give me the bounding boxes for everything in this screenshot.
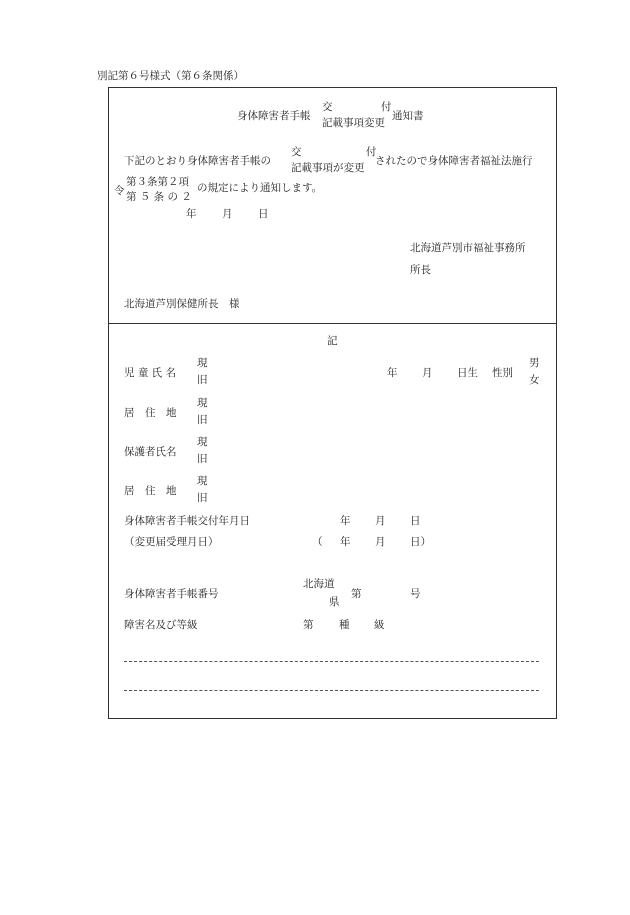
disability-label: 障害名及び等級: [124, 619, 198, 631]
sender-head: 所長: [410, 264, 431, 276]
title-option-bottom: 記載事項変更: [322, 117, 385, 129]
change-month: 月: [375, 536, 386, 548]
notice-line1-prefix: 下記のとおり身体障害者手帳の: [124, 155, 271, 167]
child-name-current-former: [197, 357, 208, 387]
recipient-name: 北海道芦別保健所長 様: [124, 298, 240, 310]
notice-line1-suffix: されたので身体障害者福祉法施行: [375, 155, 533, 167]
title-option-top: 交: [322, 101, 333, 113]
section-divider: [108, 323, 557, 324]
title-option-top-right: 付: [381, 101, 392, 113]
number-dai: 第: [351, 588, 362, 600]
sex-label: 性別: [492, 367, 513, 379]
change-year: 年: [340, 536, 351, 548]
handbook-number-label: 身体障害者手帳番号: [124, 588, 219, 600]
current-marker: 現: [197, 397, 208, 409]
issue-year: 年: [340, 515, 351, 527]
grade-kyu: 級: [374, 619, 385, 631]
guardian-name-label: 保護者氏名: [124, 446, 177, 458]
notice-option-bottom: 記載事項が変更: [291, 162, 365, 174]
prefecture-ken: 県: [329, 596, 340, 608]
change-day: 日）: [410, 536, 431, 548]
former-marker: 旧: [197, 492, 208, 505]
number-go: 号: [410, 588, 421, 600]
change-date-label: （変更届受理月日）: [124, 536, 219, 548]
guardian-address-current-former: [197, 475, 208, 505]
notice-option-top-right: 付: [366, 146, 377, 158]
notice-option-top: 交: [291, 146, 302, 158]
current-marker: 現: [197, 357, 208, 369]
notice-date-year: 年: [186, 208, 197, 220]
guardian-name-current-former: [197, 436, 208, 466]
former-marker: 旧: [197, 453, 208, 466]
current-marker: 現: [197, 475, 208, 487]
dob-year: 年: [387, 367, 398, 379]
guardian-address-label: 居 住 地: [124, 485, 177, 497]
notice-clause-top: 第３条第２項: [126, 176, 189, 188]
former-marker: 旧: [197, 414, 208, 427]
sex-female: 女: [529, 374, 540, 387]
issue-date-label: 身体障害者手帳交付年月日: [124, 515, 250, 527]
change-open-paren: （: [312, 536, 323, 548]
issue-month: 月: [375, 515, 386, 527]
notice-line2-suffix: の規定により通知します。: [197, 182, 323, 194]
child-address-current-former: [197, 397, 208, 427]
grade-dai: 第: [303, 619, 314, 631]
sex-options: [529, 357, 540, 387]
dashed-line-1: [124, 661, 539, 662]
sender-office: 北海道芦別市福祉事務所: [410, 242, 526, 254]
dob-day: 日生: [457, 367, 478, 379]
notice-line2-lead: 令: [114, 185, 125, 197]
title-prefix: 身体障害者手帳: [237, 110, 311, 122]
form-label: 別記第６号様式（第６条関係）: [97, 70, 244, 82]
child-name-label: 児 童 氏 名: [124, 367, 177, 379]
record-heading: 記: [327, 335, 338, 347]
dob-month: 月: [422, 367, 433, 379]
current-marker: 現: [197, 436, 208, 448]
notice-date-month: 月: [222, 208, 233, 220]
notice-clause-bottom: 第 ５ 条 の ２: [126, 191, 192, 203]
notice-date-day: 日: [258, 208, 269, 220]
prefecture-hokkaido: 北海道: [303, 578, 335, 590]
title-suffix: 通知書: [392, 110, 424, 122]
grade-shu: 種: [339, 619, 350, 631]
issue-day: 日: [410, 515, 421, 527]
former-marker: 旧: [197, 374, 208, 387]
child-address-label: 居 住 地: [124, 407, 177, 419]
dashed-line-2: [124, 690, 539, 691]
sex-male: 男: [529, 357, 540, 369]
